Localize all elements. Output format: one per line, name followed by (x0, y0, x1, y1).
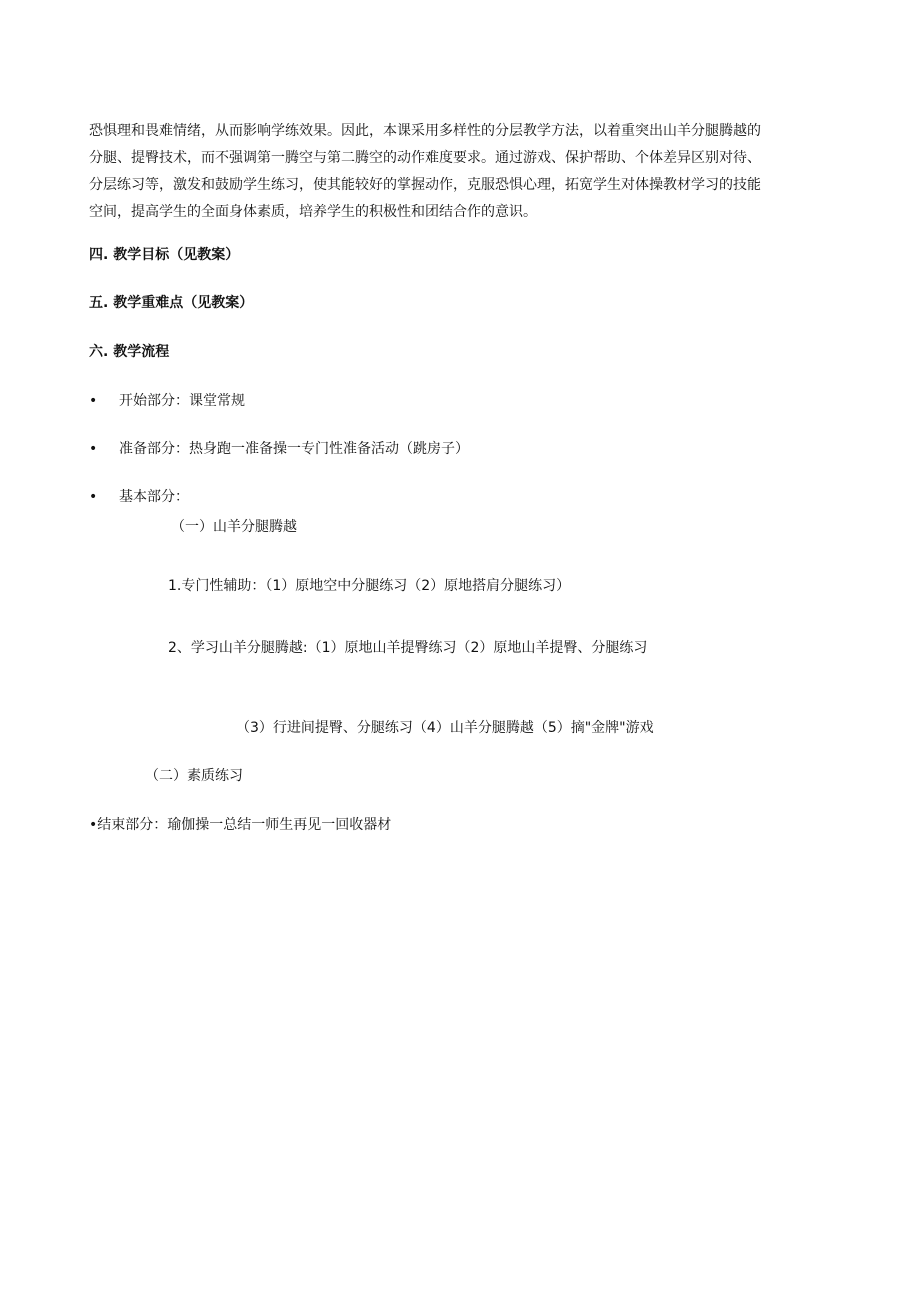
intro-paragraph (89, 118, 839, 226)
intro-line-3: 分层练习等，激发和鼓励学生练习，使其能较好的掌握动作，克服恐惧心理，拓宽学生对体操教材学习的技能 (89, 177, 761, 193)
heading-teaching-flow: 六. 教学流程 (89, 344, 170, 360)
intro-line-2: 分腿、提臀技术，而不强调第一腾空与第二腾空的动作难度要求。通过游戏、保护帮助、个体差异区别对待、 (89, 150, 761, 166)
sub-section-fitness: （二）素质练习 (145, 768, 243, 784)
flow-prep-part: 准备部分：热身跑一准备操一专门性准备活动（跳房子） (119, 441, 469, 457)
item-vault-continued: （3）行进间提臀、分腿练习（4）山羊分腿腾越（5）摘"金牌"游戏 (236, 720, 654, 736)
flow-start-part: 开始部分：课堂常规 (119, 393, 245, 409)
heading-key-points: 五. 教学重难点（见教案） (89, 295, 254, 311)
flow-end-part: •结束部分：瑜伽操一总结一师生再见一回收器材 (89, 817, 392, 833)
heading-teaching-goals: 四. 教学目标（见教案） (89, 247, 240, 263)
flow-basic-part: 基本部分： (119, 489, 189, 505)
bullet-icon: • (89, 489, 98, 505)
item-special-assist: 1.专门性辅助：（1）原地空中分腿练习（2）原地搭肩分腿练习） (168, 578, 571, 594)
item-learn-vault: 2、学习山羊分腿腾越:（1）原地山羊提臀练习（2）原地山羊提臀、分腿练习 (168, 640, 648, 656)
intro-line-4: 空间，提高学生的全面身体素质，培养学生的积极性和团结合作的意识。 (89, 204, 537, 220)
bullet-icon: • (89, 441, 98, 457)
sub-section-goat-vault: （一）山羊分腿腾越 (171, 519, 297, 535)
intro-line-1: 恐惧理和畏难情绪，从而影响学练效果。因此，本课采用多样性的分层教学方法，以着重突出山羊分腿腾越的 (89, 123, 761, 139)
bullet-icon: • (89, 393, 98, 409)
